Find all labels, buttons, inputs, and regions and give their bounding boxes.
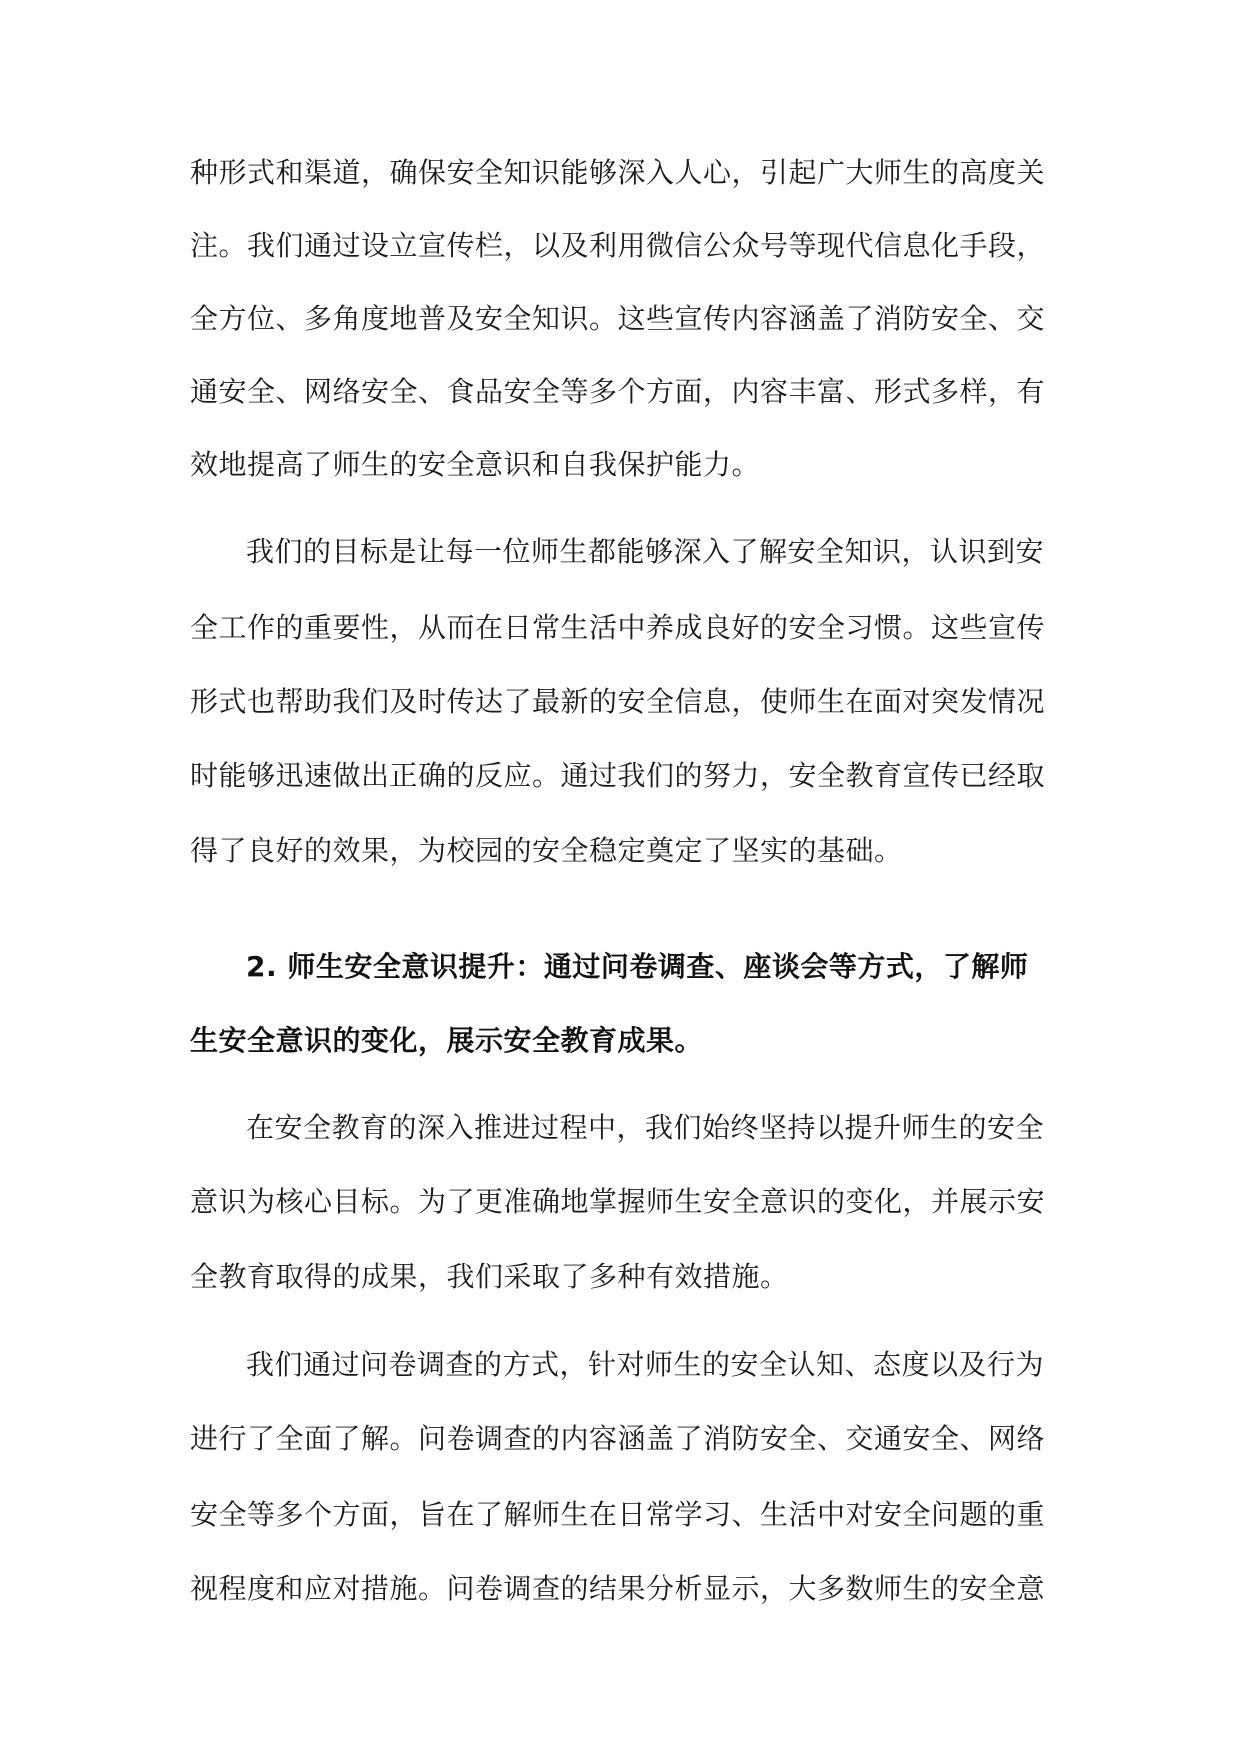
paragraph-line: 安全等多个方面，旨在了解师生在日常学习、生活中对安全问题的重: [190, 1498, 1046, 1531]
paragraph-line: 意识为核心目标。为了更准确地掌握师生安全意识的变化，并展示安: [190, 1185, 1046, 1218]
paragraph-line: 形式也帮助我们及时传达了最新的安全信息，使师生在面对突发情况: [190, 685, 1046, 718]
paragraph-line: 通安全、网络安全、食品安全等多个方面，内容丰富、形式多样，有: [190, 375, 1046, 408]
paragraph-line: 视程度和应对措施。问卷调查的结果分析显示，大多数师生的安全意: [190, 1572, 1046, 1605]
paragraph-line: 注。我们通过设立宣传栏，以及利用微信公众号等现代信息化手段，: [190, 229, 1046, 262]
paragraph-line: 全方位、多角度地普及安全知识。这些宣传内容涵盖了消防安全、交: [190, 302, 1046, 335]
section-heading: 2. 师生安全意识提升：通过问卷调查、座谈会等方式，了解师: [246, 950, 1029, 983]
paragraph-line: 得了良好的效果，为校园的安全稳定奠定了坚实的基础。: [190, 834, 903, 867]
paragraph-line: 时能够迅速做出正确的反应。通过我们的努力，安全教育宣传已经取: [190, 759, 1046, 792]
paragraph-line: 种形式和渠道，确保安全知识能够深入人心，引起广大师生的高度关: [190, 156, 1046, 189]
paragraph-line: 在安全教育的深入推进过程中，我们始终坚持以提升师生的安全: [246, 1111, 1045, 1144]
section-heading: 生安全意识的变化，展示安全教育成果。: [190, 1024, 704, 1057]
paragraph-line: 全教育取得的成果，我们采取了多种有效措施。: [190, 1260, 789, 1293]
paragraph-line: 进行了全面了解。问卷调查的内容涵盖了消防安全、交通安全、网络: [190, 1422, 1046, 1455]
paragraph-line: 全工作的重要性，从而在日常生活中养成良好的安全习惯。这些宣传: [190, 611, 1046, 644]
paragraph-line: 我们的目标是让每一位师生都能够深入了解安全知识，认识到安: [246, 535, 1045, 568]
paragraph-line: 我们通过问卷调查的方式，针对师生的安全认知、态度以及行为: [246, 1348, 1045, 1381]
paragraph-line: 效地提高了师生的安全意识和自我保护能力。: [190, 448, 761, 481]
